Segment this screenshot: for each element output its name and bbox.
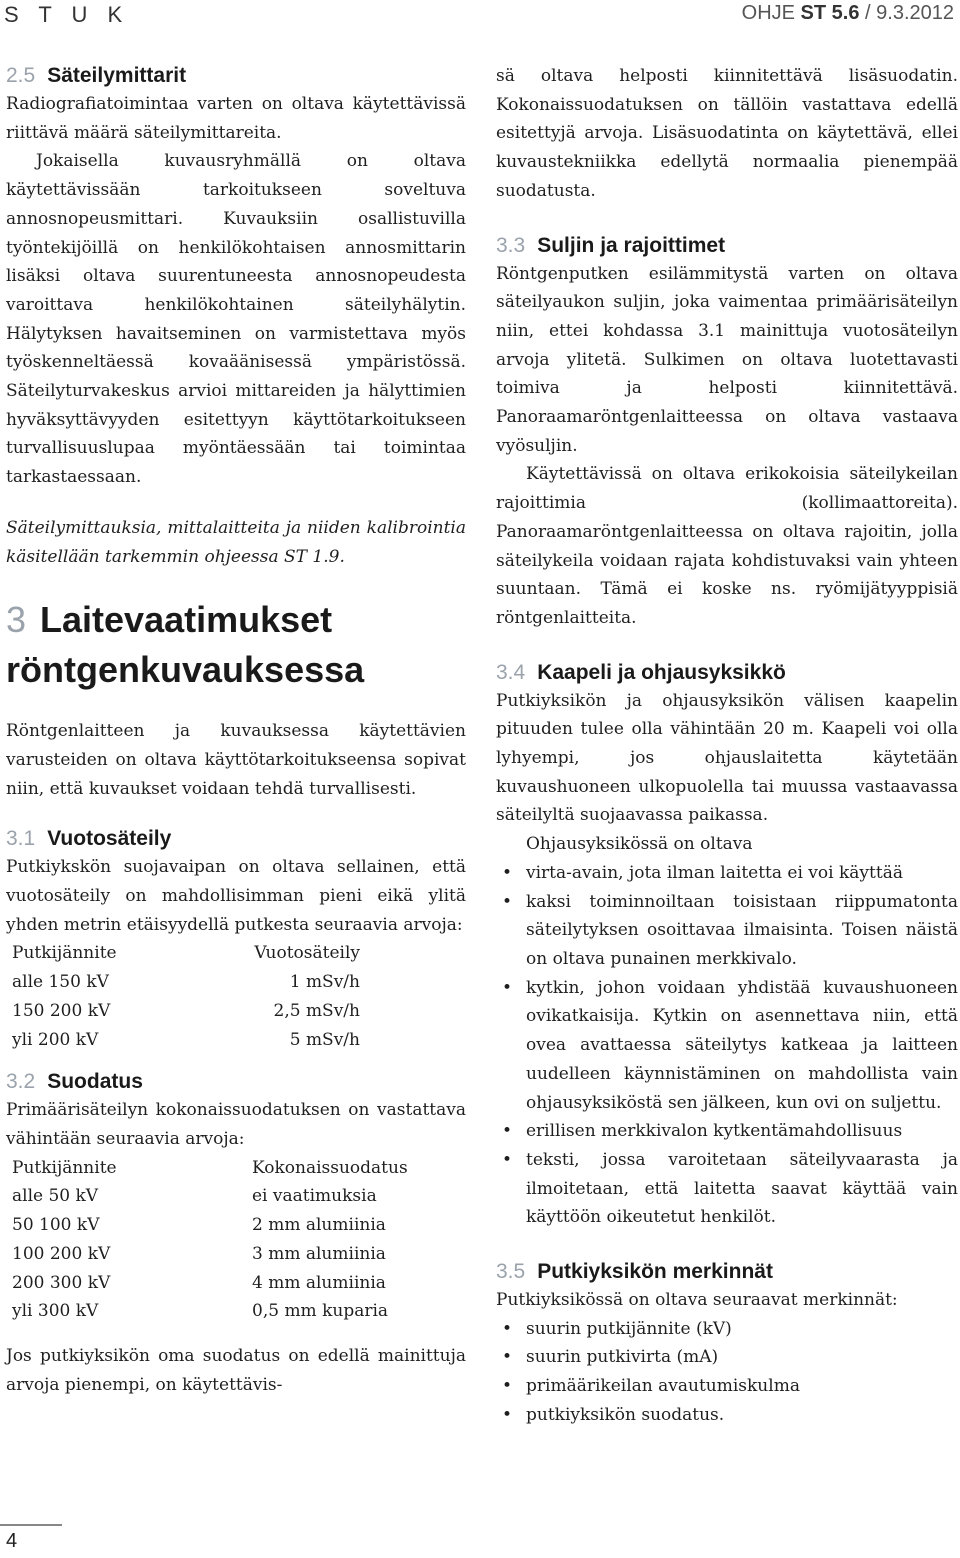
paragraph: Röntgenlaitteen ja kuvauksessa käytettävien varusteiden on oltava käyttötarkoitukseensa sopivat niin, että kuvaukset voidaan tehdä turvallisesti. <box>6 721 466 799</box>
table-row <box>12 968 466 997</box>
right-column <box>496 62 958 1430</box>
table-row <box>12 997 466 1026</box>
table-cell: 0,5 mm kuparia <box>252 1301 389 1322</box>
section-title: Vuotosäteily <box>47 827 172 851</box>
section-number: 3.5 <box>496 1260 526 1284</box>
paragraph: Käytettävissä on oltava erikokoisia säteilykeilan rajoittimia (kollimaattoreita). Panoraamaröntgenlaitteessa on oltava rajoitin, jolla säteilykeila voidaan rajata kohdistuvaksi vain yhteen suuntaan. Tämä ei koske ns. ryömijätyyppisiä röntgenlaitteita. <box>496 464 958 628</box>
section-3-3-heading <box>496 232 958 260</box>
table-header-cell: Kokonaissuodatus <box>252 1157 408 1178</box>
paragraph: Putkiykskön suojavaipan on oltava sellainen, että vuotosäteily on mahdollisimman pieni eikä ylitä yhden metrin etäisyydellä putkesta seuraavia arvoja: <box>6 857 466 935</box>
section-number: 3.3 <box>496 233 526 257</box>
list-item: • primäärikeilan avautumiskulma <box>496 1372 958 1401</box>
section-2-5-heading <box>6 62 466 90</box>
table-header-cell: Putkijännite <box>12 1157 117 1178</box>
leakage-table <box>12 939 466 1054</box>
list-item: • putkiyksikön suodatus. <box>496 1401 958 1430</box>
list-item: • kytkin, johon voidaan yhdistää kuvaushuoneen ovikatkaisija. Kytkin on asennettava niin, että ovea avattaessa säteilytys katkeaa ja laitteen uudelleen käynnistäminen on mahdollista vain ohjausyksiköstä sen jälkeen, kun ovi on suljettu. <box>496 974 958 1118</box>
chapter-number: 3 <box>6 599 27 641</box>
paragraph: Radiografiatoimintaa varten on oltava käytettävissä riittävä määrä säteilymittareita. <box>6 94 466 143</box>
table-cell: 2,5 mSv/h <box>273 1000 360 1021</box>
list-item: • erillisen merkkivalon kytkentämahdollisuus <box>496 1117 958 1146</box>
section-title: Kaapeli ja ohjausyksikkö <box>537 660 786 684</box>
header-doc-code: ST 5.6 <box>800 2 860 24</box>
section-3-4-heading <box>496 659 958 687</box>
chapter-title-line1: Laitevaatimukset <box>40 599 333 641</box>
header-doc-id <box>742 2 954 25</box>
table-cell: 100 200 kV <box>12 1243 111 1264</box>
table-cell: 5 mSv/h <box>289 1029 360 1050</box>
table-cell: 200 300 kV <box>12 1272 111 1293</box>
table-cell: 3 mm alumiinia <box>252 1243 386 1264</box>
section-number: 3.1 <box>6 827 36 851</box>
table-row <box>12 1240 466 1269</box>
table-row <box>12 1026 466 1055</box>
section-3-2-heading <box>6 1068 466 1096</box>
control-unit-list <box>496 859 958 1232</box>
table-header-cell: Vuotosäteily <box>254 943 360 964</box>
paragraph: Putkiyksikön ja ohjausyksikön välisen kaapelin pituuden tulee olla vähintään 20 m. Kaapeli voi olla lyhyempi, jos ohjauslaitetta käytetään kuvaushuoneen ulkopuolella tai muussa vastaavassa säteilyltä suojaavassa paikassa. <box>496 690 958 826</box>
table-row <box>12 1297 466 1326</box>
paragraph: Röntgenputken esilämmitystä varten on oltava säteilyaukon suljin, joka vaimentaa primäärisäteilyn niin, ettei kohdassa 3.1 mainittuja vuotosäteilyn arvoja ylitetä. Sulkimen on oltava luotettavasti toimiva ja helposti kiinnitettävä. Panoraamaröntgenlaitteessa on oltava vastaava vyösuljin. <box>496 263 958 456</box>
left-column <box>6 62 466 1399</box>
table-header-row <box>12 939 466 968</box>
paragraph: Ohjausyksikössä on oltava <box>526 834 753 855</box>
section-number: 3.2 <box>6 1070 36 1094</box>
reference-note: Säteilymittauksia, mittalaitteita ja niiden kalibrointia käsitellään tarkemmin ohjeessa ST 1.9. <box>6 517 466 567</box>
table-cell: yli 300 kV <box>12 1301 99 1322</box>
chapter-title-line2: röntgenkuvauksessa <box>6 649 365 691</box>
page-number: 4 <box>6 1530 18 1552</box>
table-cell: 50 100 kV <box>12 1215 100 1236</box>
footer-rule <box>0 1524 62 1526</box>
table-cell: 1 mSv/h <box>289 972 360 993</box>
paragraph: Jokaisella kuvausryhmällä on oltava käytettävissään tarkoitukseen soveltuva annosnopeusmittari. Kuvauksiin osallistuvilla työntekijöillä on henkilökohtaisen annosmittarin lisäksi oltava suurentuneesta annosnopeudesta varoittava henkilökohtainen säteilyhälytin. Hälytyksen havaitseminen on varmistettava myös työskenneltäessä kovaäänisessä ympäristössä. Säteilyturvakeskus arvioi mittareiden ja hälyttimien hyväksyttävyyden esitettyyn käyttötarkoitukseen turvallisuuslupaa myöntäessään tai toimintaa tarkastaessaan. <box>6 151 466 488</box>
table-cell: 150 200 kV <box>12 1000 111 1021</box>
list-item: • virta-avain, jota ilman laitetta ei voi käyttää <box>496 859 958 888</box>
section-title: Putkiyksikön merkinnät <box>537 1260 773 1284</box>
header-doc-prefix: OHJE <box>741 2 801 24</box>
header-doc-date: / 9.3.2012 <box>859 2 954 24</box>
table-row <box>12 1211 466 1240</box>
list-item: • suurin putkivirta (mA) <box>496 1343 958 1372</box>
section-3-5-heading <box>496 1258 958 1286</box>
header-brand: S T U K <box>4 2 130 27</box>
table-cell: alle 150 kV <box>12 972 109 993</box>
table-cell: ei vaatimuksia <box>252 1186 377 1207</box>
section-title: Suljin ja rajoittimet <box>537 233 726 257</box>
section-number: 3.4 <box>496 660 526 684</box>
filtration-table <box>12 1154 466 1326</box>
section-number: 2.5 <box>6 64 36 87</box>
markings-list <box>496 1315 958 1430</box>
list-item: • teksti, jossa varoitetaan säteilyvaarasta ja ilmoitetaan, että laitetta saavat käyttää vain käyttöön oikeutetut henkilöt. <box>496 1146 958 1232</box>
paragraph: Putkiyksikössä on oltava seuraavat merkinnät: <box>496 1290 898 1311</box>
table-row <box>12 1269 466 1298</box>
paragraph: Jos putkiyksikön oma suodatus on edellä mainittuja arvoja pienempi, on käytettävis- <box>6 1345 466 1395</box>
list-item: • kaksi toiminnoiltaan toisistaan riippumatonta säteilytyksen osoittavaa ilmaisinta. Toisen näistä on oltava punainen merkkivalo. <box>496 888 958 974</box>
paragraph: sä oltava helposti kiinnitettävä lisäsuodatin. Kokonaissuodatuksen on tällöin vastattava edellä esitettyjä arvoja. Lisäsuodatinta on käytettävä, ellei kuvaustekniikka edellytä normaalia pienempää suodatusta. <box>496 66 958 201</box>
table-header-cell: Putkijännite <box>12 943 117 964</box>
list-item: • suurin putkijännite (kV) <box>496 1315 958 1344</box>
section-title: Suodatus <box>47 1070 143 1094</box>
table-cell: yli 200 kV <box>12 1029 99 1050</box>
table-cell: alle 50 kV <box>12 1186 99 1207</box>
table-row <box>12 1182 466 1211</box>
section-3-1-heading <box>6 825 466 853</box>
section-3-heading <box>6 595 466 695</box>
section-title: Säteilymittarit <box>47 64 187 87</box>
table-cell: 2 mm alumiinia <box>252 1215 386 1236</box>
table-header-row <box>12 1154 466 1183</box>
table-cell: 4 mm alumiinia <box>252 1272 386 1293</box>
paragraph: Primäärisäteilyn kokonaissuodatuksen on vastattava vähintään seuraavia arvoja: <box>6 1100 466 1149</box>
